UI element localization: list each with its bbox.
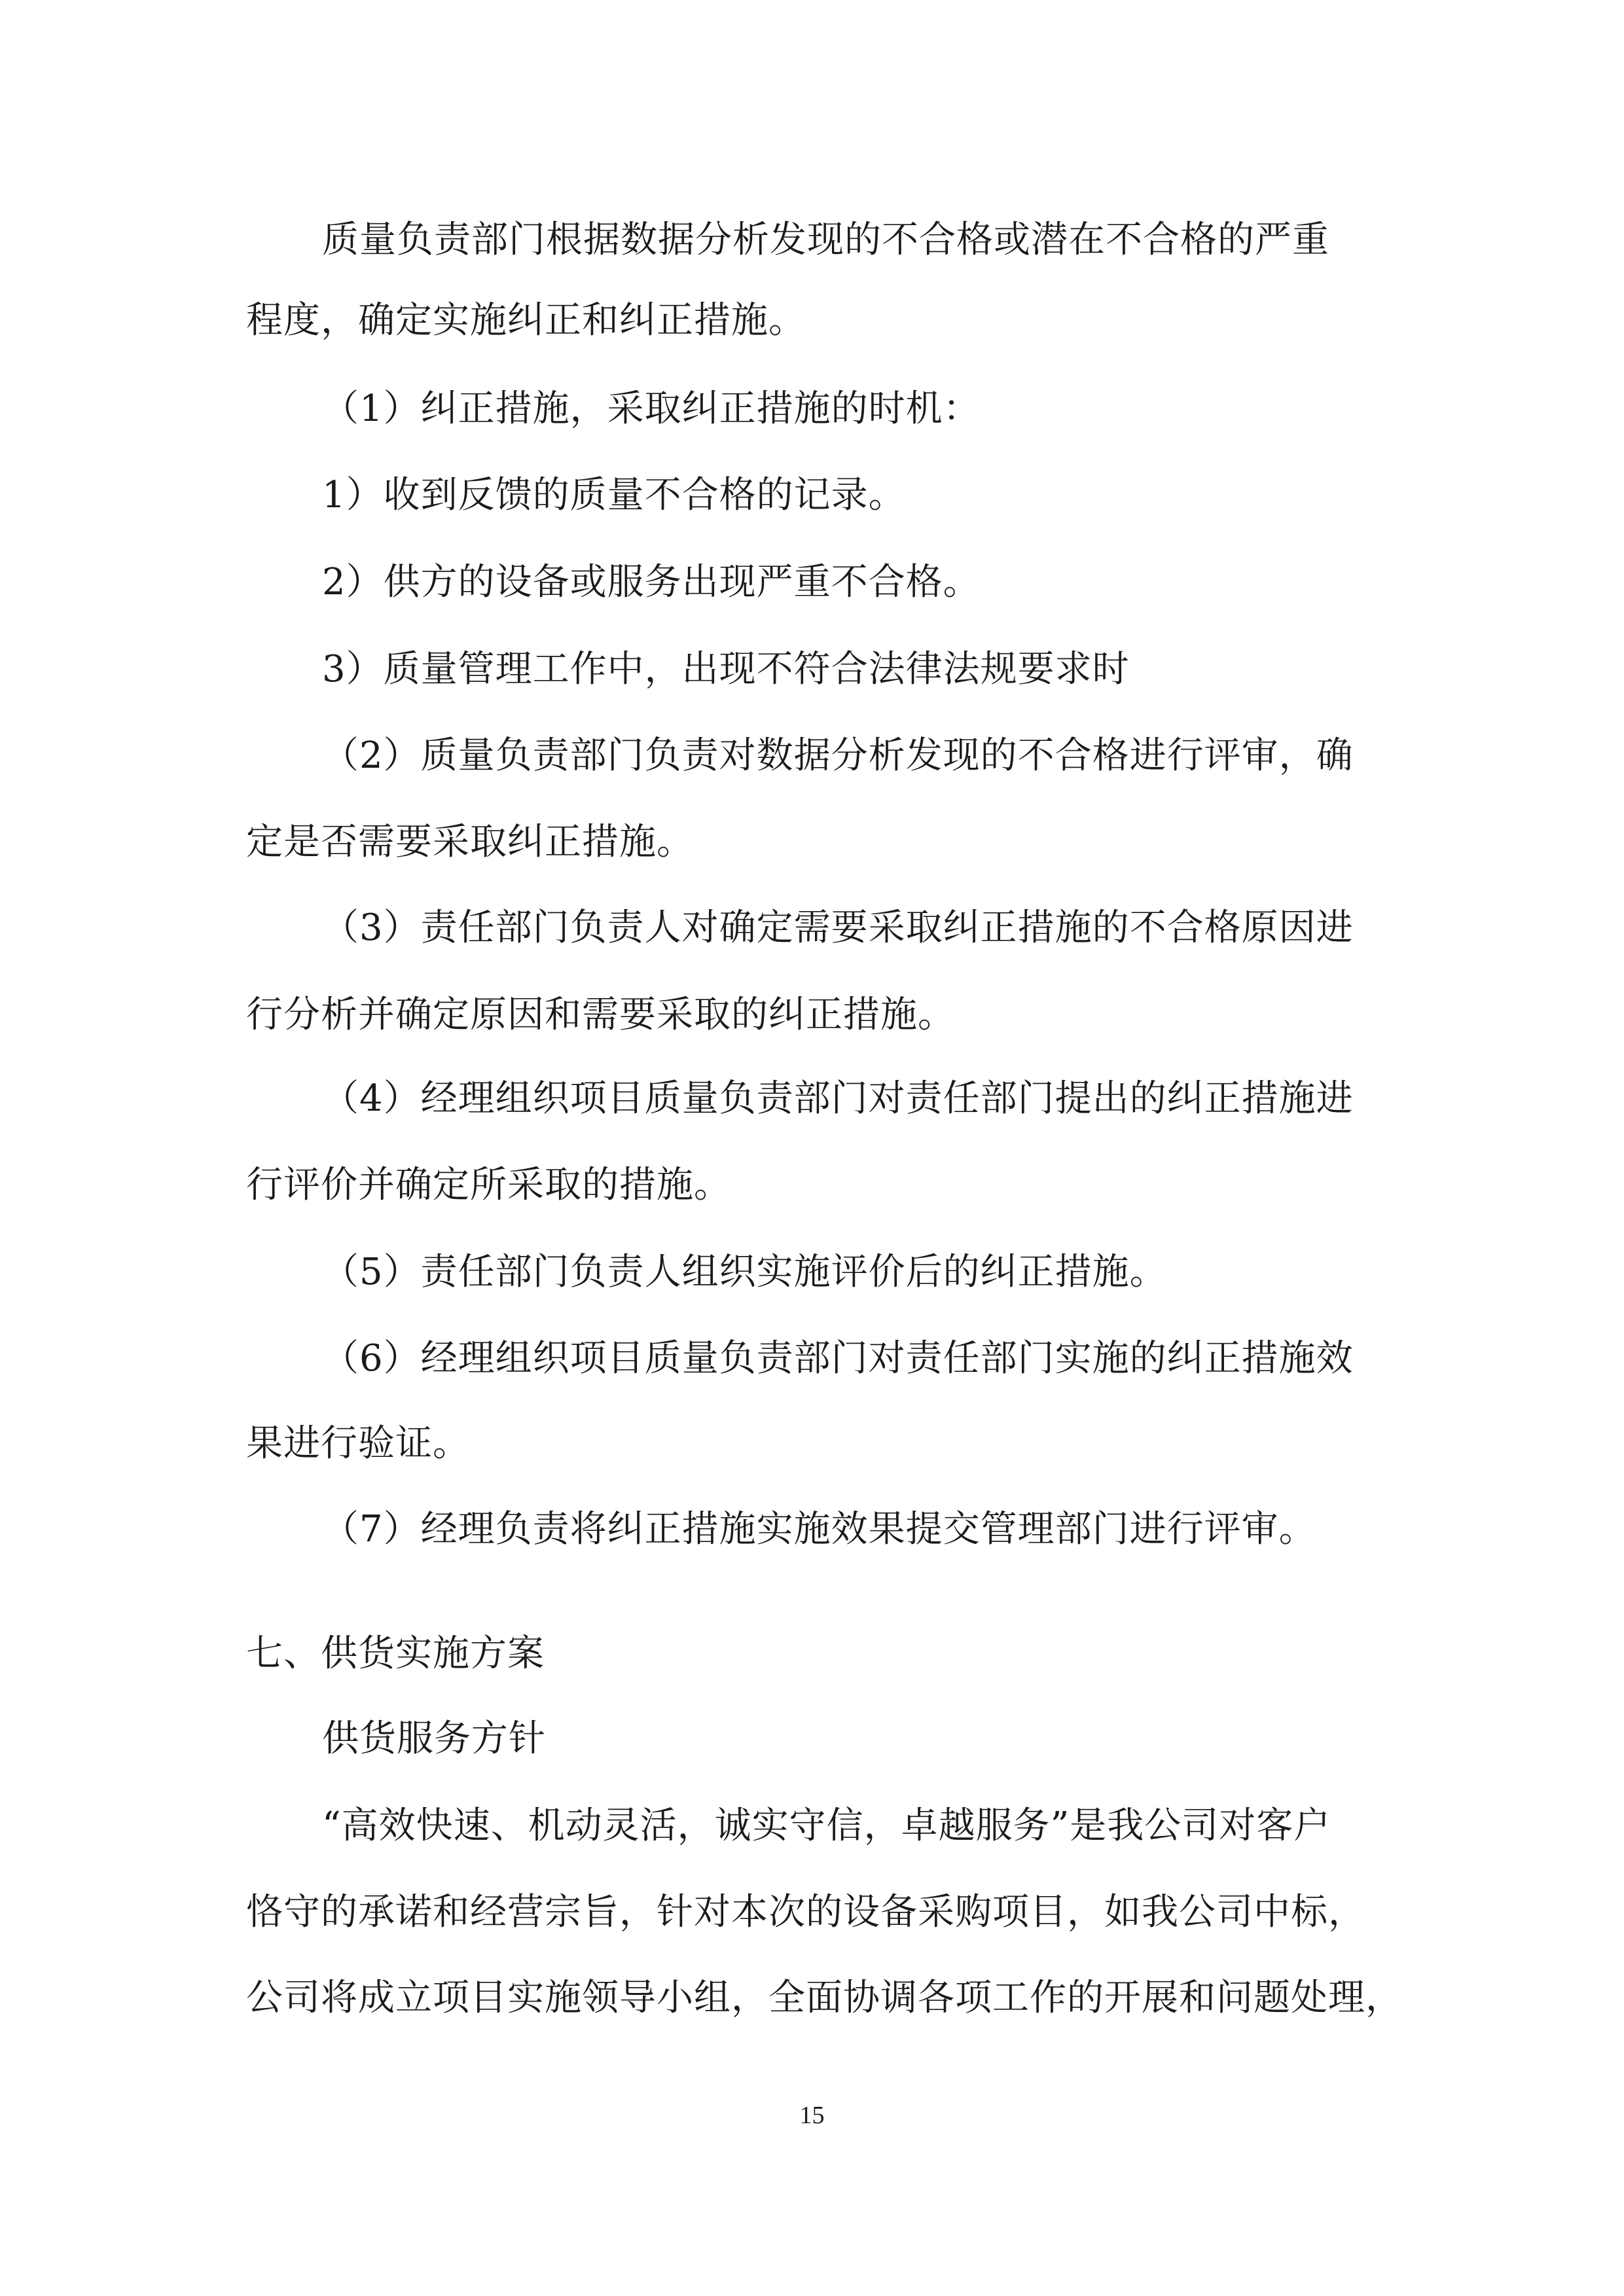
paragraph-line: 程度，确定实施纠正和纠正措施。 (246, 299, 806, 342)
page-number: 15 (799, 2102, 825, 2129)
paragraph-line: （4）经理组织项目质量负责部门对责任部门提出的纠正措施进 (322, 1077, 1354, 1120)
paragraph-line: （2）质量负责部门负责对数据分析发现的不合格进行评审，确 (322, 734, 1354, 777)
paragraph-line: 质量负责部门根据数据分析发现的不合格或潜在不合格的严重 (322, 219, 1329, 261)
paragraph-line: 恪守的承诺和经营宗旨，针对本次的设备采购项目，如我公司中标， (246, 1891, 1365, 1933)
paragraph-line: 3）质量管理工作中，出现不符合法律法规要求时 (322, 648, 1130, 691)
subsection-heading: 供货服务方针 (322, 1717, 546, 1760)
paragraph-line: （5）责任部门负责人组织实施评价后的纠正措施。 (322, 1251, 1167, 1293)
paragraph-line: （6）经理组织项目质量负责部门对责任部门实施的纠正措施效 (322, 1337, 1354, 1380)
paragraph-line: 果进行验证。 (246, 1422, 470, 1465)
section-heading: 七、供货实施方案 (246, 1632, 545, 1675)
paragraph-line: “高效快速、机动灵活，诚实守信，卓越服务”是我公司对客户 (322, 1804, 1331, 1847)
paragraph-line: 定是否需要采取纠正措施。 (246, 821, 694, 863)
paragraph-line: 行分析并确定原因和需要采取的纠正措施。 (246, 994, 955, 1036)
paragraph-line: 1）收到反馈的质量不合格的记录。 (322, 474, 906, 516)
paragraph-line: 行评价并确定所采取的措施。 (246, 1164, 731, 1206)
paragraph-line: （7）经理负责将纠正措施实施效果提交管理部门进行评审。 (322, 1508, 1316, 1551)
paragraph-line: 公司将成立项目实施领导小组，全面协调各项工作的开展和问题处理， (246, 1977, 1403, 2019)
paragraph-line: 2）供方的设备或服务出现严重不合格。 (322, 561, 981, 603)
paragraph-line: （1）纠正措施，采取纠正措施的时机： (322, 387, 981, 430)
paragraph-line: （3）责任部门负责人对确定需要采取纠正措施的不合格原因进 (322, 906, 1354, 949)
